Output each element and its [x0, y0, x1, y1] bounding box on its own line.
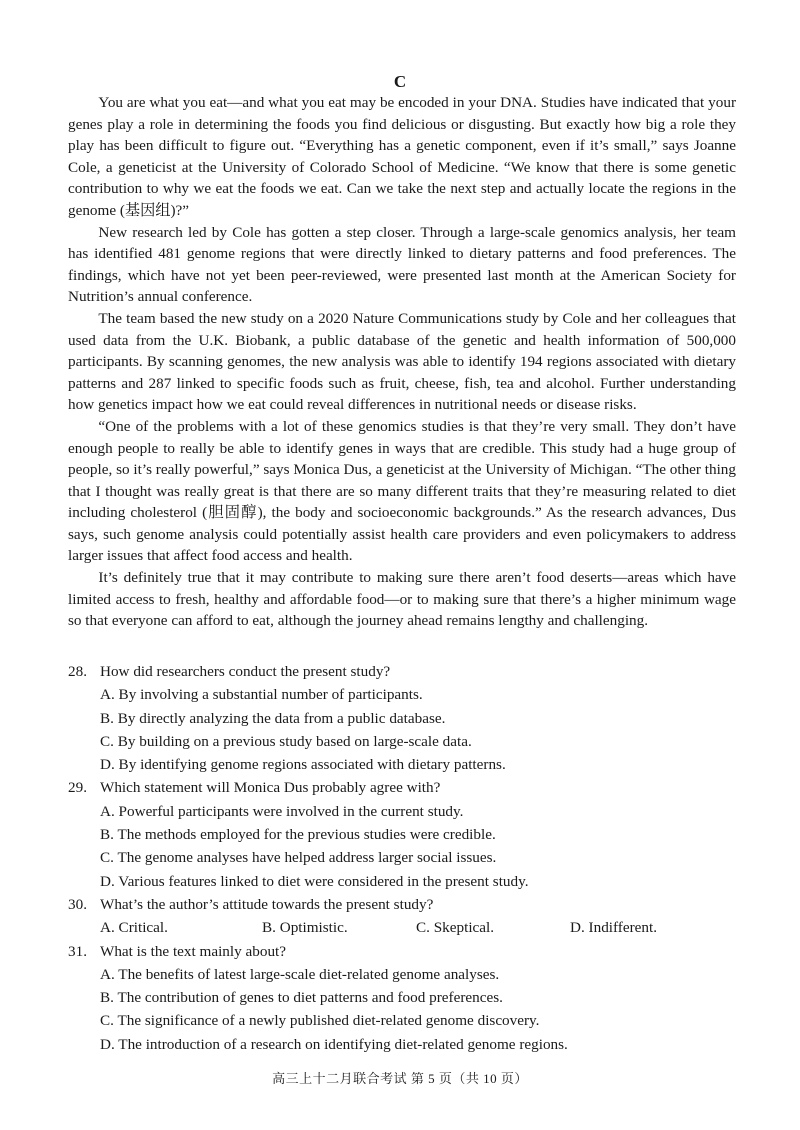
- passage-paragraph-2: New research led by Cole has gotten a step closer. Through a large-scale genomics analysis, her team has identified 481 genome regions that were directly linked to dietary patterns and food preferences. The findings, which have not yet been peer-reviewed, were presented last month at the American Society for Nutrition’s annual conference.: [68, 223, 736, 306]
- option-b: B. The methods employed for the previous studies were credible.: [100, 826, 496, 844]
- question-text: What is the text mainly about?: [100, 942, 286, 960]
- option-b: B. The contribution of genes to diet patterns and food preferences.: [100, 989, 503, 1007]
- option-c: C. The genome analyses have helped address larger social issues.: [100, 849, 497, 867]
- option-d: D. The introduction of a research on identifying diet-related genome regions.: [100, 1035, 568, 1053]
- option-c: C. By building on a previous study based on large-scale data.: [100, 732, 472, 750]
- passage-paragraph-1: You are what you eat—and what you eat may be encoded in your DNA. Studies have indicated that your genes play a role in determining the foods you find delicious or disgusting. But exactly how big a role they play has been difficult to figure out. “Everything has a genetic component, even if it’s small,” says Joanne Cole, a geneticist at the University of Colorado School of Medicine. “We know that there is some genetic contribution to why we eat the foods we eat. Can we take the next step and actually locate the regions in the genome (基因组)?”: [68, 94, 736, 219]
- question-text: Which statement will Monica Dus probably agree with?: [100, 779, 441, 797]
- option-d: D. Various features linked to diet were considered in the present study.: [100, 872, 529, 890]
- question-stem: [68, 893, 736, 916]
- question-stem: [68, 940, 736, 963]
- section-label: C: [393, 72, 407, 91]
- question-30: [68, 893, 736, 940]
- option-a: A. The benefits of latest large-scale diet-related genome analyses.: [100, 965, 500, 983]
- passage-paragraph-5: It’s definitely true that it may contribute to making sure there aren’t food deserts—areas which have limited access to fresh, healthy and affordable food—or to making sure that there’s a higher minimum wage so that everyone can afford to eat, although the journey ahead remains lengthy and challenging.: [68, 569, 736, 630]
- question-stem: [68, 776, 736, 799]
- question-28: [68, 660, 736, 776]
- question-29: [68, 776, 736, 892]
- question-number: 31.: [68, 942, 87, 960]
- option-d: D. Indifferent.: [570, 919, 658, 937]
- question-number: 29.: [68, 779, 87, 797]
- option-c: C. The significance of a newly published diet-related genome discovery.: [100, 1012, 540, 1030]
- option-c: C. Skeptical.: [416, 919, 495, 937]
- option-a: A. By involving a substantial number of participants.: [100, 686, 423, 704]
- question-number: 30.: [68, 895, 87, 913]
- option-a: A. Critical.: [100, 919, 168, 937]
- question-stem: [68, 660, 736, 683]
- option-b: B. Optimistic.: [262, 919, 348, 937]
- question-text: What’s the author’s attitude towards the present study?: [100, 895, 434, 913]
- option-a: A. Powerful participants were involved in the current study.: [100, 802, 464, 820]
- question-31: [68, 940, 736, 1056]
- passage-paragraph-3: The team based the new study on a 2020 Nature Communications study by Cole and her colleagues that used data from the U.K. Biobank, a public database of the genetic and health information of 500,000 participants. By scanning genomes, the new analysis was able to identify 194 regions associated with dietary patterns and 287 linked to specific foods such as fruit, cheese, fish, tea and alcohol. Further understanding how genetics impact how we eat could reveal differences in nutritional needs or disease risks.: [68, 309, 736, 414]
- option-d: D. By identifying genome regions associated with dietary patterns.: [100, 756, 506, 774]
- question-list: [68, 660, 736, 1056]
- option-b: B. By directly analyzing the data from a public database.: [100, 709, 446, 727]
- question-text: How did researchers conduct the present study?: [100, 663, 391, 680]
- page-footer: 高三上十二月联合考试 第 5 页（共 10 页）: [272, 1071, 528, 1086]
- option-row: [68, 916, 736, 939]
- passage-paragraph-4: “One of the problems with a lot of these genomics studies is that they’re very small. They don’t have enough people to really be able to identify genes in ways that are credible. This study had a huge group of people, so it’s really powerful,” says Monica Dus, a geneticist at the University of Michigan. “The other thing that I thought was really great is that there are so many different traits that they’re measuring related to diet including cholesterol (胆固醇), the body and socioeconomic backgrounds.” As the research advances, Dus says, such genome analysis could potentially assist health care providers and even policymakers to address larger issues that affect food access and health.: [68, 417, 736, 565]
- reading-passage: [68, 92, 736, 632]
- question-number: 28.: [68, 663, 87, 680]
